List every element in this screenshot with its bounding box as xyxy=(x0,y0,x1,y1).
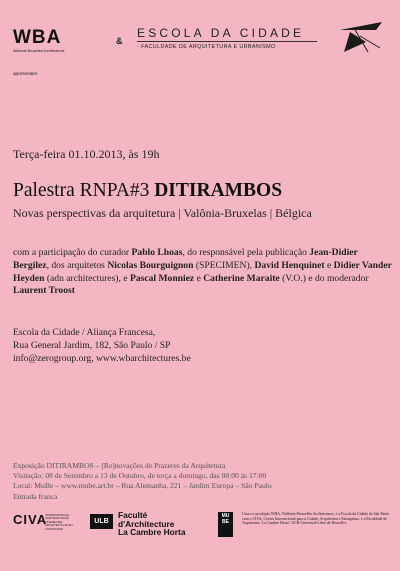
event-title-main: DITIRAMBOS xyxy=(154,180,283,201)
ampersand: & xyxy=(116,36,123,46)
moderator-name: Laurent Troost xyxy=(13,285,75,297)
venue-block xyxy=(13,327,191,365)
credits-text: com a participação do curador xyxy=(13,247,130,258)
credits-text: , do responsável pela publicação xyxy=(182,247,307,258)
venue-name: Escola da Cidade / Aliança Francesa, xyxy=(13,327,156,338)
ulb-logo: ULB xyxy=(90,514,113,529)
exhibition-admission: Entrada franca xyxy=(13,491,58,501)
mube-logo: MU BE xyxy=(218,512,233,537)
faculte-line: Faculté xyxy=(118,510,148,520)
credits-text: (adn architectures), e xyxy=(44,272,130,284)
curator-name: Pablo Lhoas xyxy=(131,247,183,258)
architect-name: Catherine Maraite xyxy=(203,272,280,284)
credits-text: e xyxy=(194,272,204,284)
event-date: Terça-feira 01.10.2013, às 19h xyxy=(13,147,160,161)
wba-logo xyxy=(13,28,64,53)
credits-text: e xyxy=(324,259,334,271)
escola-logo xyxy=(137,27,332,50)
publisher-name: Jean-Didier Bergilez xyxy=(13,247,358,271)
presenting-label: apresentam xyxy=(13,71,38,76)
exhibition-location: Local: MuBe – www.mube.art.br – Rua Alemanha, 221 – Jardim Europa – São Paulo xyxy=(13,481,272,491)
wba-logo-subtitle: Wallonie-Bruxelles Architectures xyxy=(13,49,65,53)
escola-title: ESCOLA DA CIDADE xyxy=(137,26,305,40)
architect-name: Nicolas Bourguignon xyxy=(107,259,194,271)
escola-subtitle: - FACULDADE DE ARQUITETURA E URBANISMO xyxy=(137,44,276,50)
architect-name: David Henquinet xyxy=(254,259,325,271)
escola-symbol-icon xyxy=(336,18,386,56)
credits-text: , dos arquitetos xyxy=(46,259,105,271)
event-subtitle: Novas perspectivas da arquitetura | Valônia-Bruxelas | Bélgica xyxy=(13,206,312,220)
venue-contact[interactable]: info@zerogroup.org, www.wbarchitectures.be xyxy=(13,352,191,364)
coproduction-note: Uma co-produção WBA, Wallonie-Bruxelles Architectures, e a Escola da Cidade de São Paulo com o CIVA, Centro Internacional para a Cidade, Arquitetura e Paisagismo, e a Faculdade de Arquitetura 'La Cambre Horta', ULB Université Libre de Bruxelles xyxy=(242,512,390,526)
civa-logo xyxy=(13,512,73,531)
credits-text: (SPECIMEN), xyxy=(193,259,253,271)
architect-name: Didier Vander Heyden xyxy=(13,259,392,284)
escola-divider xyxy=(137,41,317,42)
wba-logo-mark: WBA xyxy=(13,27,62,48)
exhibition-info xyxy=(13,461,272,502)
exhibition-title: Exposição DITIRAMBOS – [Re]novações de Prazeres da Arquitetura xyxy=(13,461,226,470)
credits-text: (V.O.) e do moderador xyxy=(279,272,369,284)
faculte-logo xyxy=(118,511,185,537)
faculte-line: d'Architecture xyxy=(118,518,175,529)
exhibition-dates: Visitação: 08 de Setembro a 13 de Outubro, de terça a domingo, das 08:00 às 17:00 xyxy=(13,471,267,481)
participants-paragraph xyxy=(13,247,395,298)
architect-name: Pascal Monniez xyxy=(129,272,195,284)
civa-logo-mark: CIVA xyxy=(13,512,48,527)
faculte-line: La Cambre Horta xyxy=(118,527,186,538)
event-title-prefix: Palestra RNPA#3 xyxy=(13,180,150,201)
event-title xyxy=(13,180,282,202)
civa-logo-text: INTERNATIONAAL CENTRUM VOOR STEDELIJKE ARCHITECTUUR EN LANDSCHAP xyxy=(45,513,73,531)
venue-address: Rua General Jardim, 182, São Paulo / SP xyxy=(13,339,171,351)
